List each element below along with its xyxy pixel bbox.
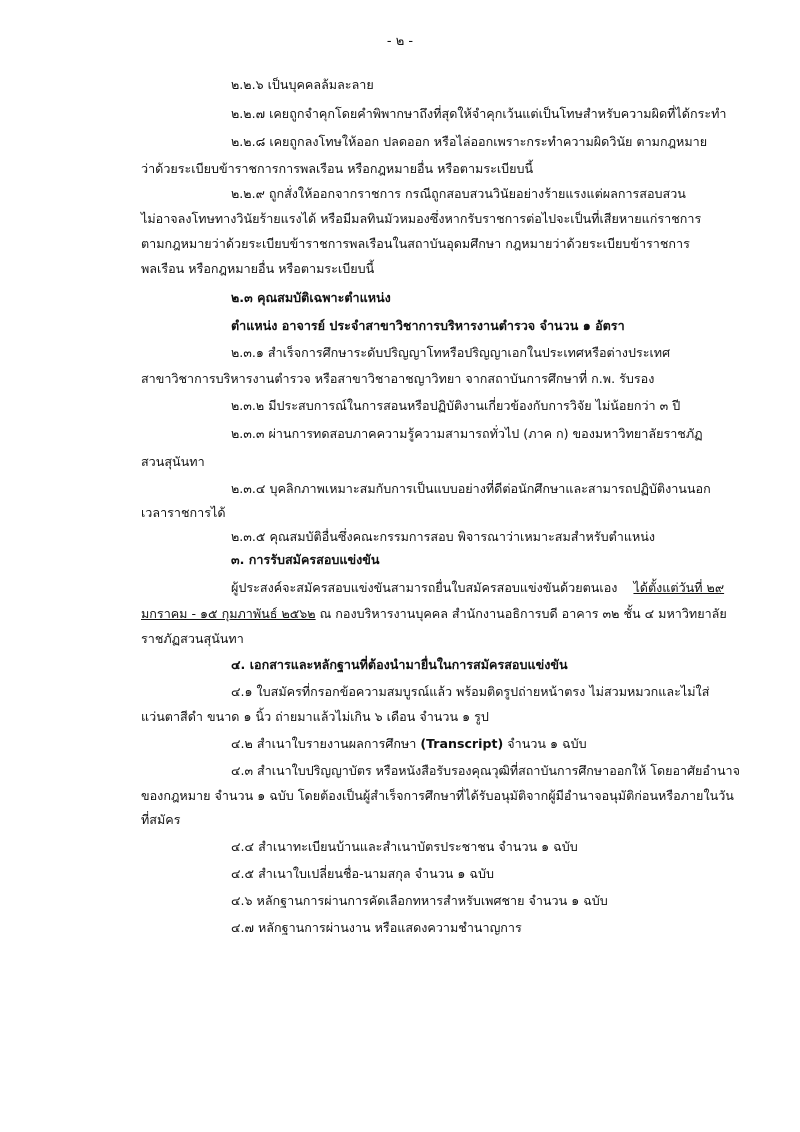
item-4-3-line3: ที่สมัคร: [141, 812, 181, 827]
item-2-2-9-line3: ตามกฎหมายว่าด้วยระเบียบข้าราชการพลเรือนในสถาบันอุดมศึกษา กฎหมายว่าด้วยระเบียบข้าราชการ: [141, 236, 690, 251]
item-4-4: ๔.๔ สำเนาทะเบียนบ้านและสำเนาบัตรประชาชน จำนวน ๑ ฉบับ: [231, 839, 578, 854]
item-4-3-line1: ๔.๓ สำเนาใบปริญญาบัตร หรือหนังสือรับรองคุณวุฒิที่สถาบันการศึกษาออกให้ โดยอาศัยอำนาจ: [231, 763, 740, 778]
item-2-2-8-line1: ๒.๒.๘ เคยถูกลงโทษให้ออก ปลดออก หรือไล่ออกเพราะกระทำความผิดวินัย ตามกฎหมาย: [231, 134, 708, 149]
item-4-1-line1: ๔.๑ ใบสมัครที่กรอกข้อความสมบูรณ์แล้ว พร้อมติดรูปถ่ายหน้าตรง ไม่สวมหมวกและไม่ใส่: [231, 684, 710, 699]
application-date-range: มกราคม - ๑๕ กุมภาพันธ์ ๒๕๖๒: [141, 606, 316, 621]
item-4-5: ๔.๕ สำเนาใบเปลี่ยนชื่อ-นามสกุล จำนวน ๑ ฉบับ: [231, 866, 494, 881]
section-3-para-text: ผู้ประสงค์จะสมัครสอบแข่งขันสามารถยื่นใบสมัครสอบแข่งขันด้วยตนเอง: [231, 580, 618, 595]
item-4-1-line2: แว่นตาสีดำ ขนาด ๑ นิ้ว ถ่ายมาแล้วไม่เกิน ๖ เดือน จำนวน ๑ รูป: [141, 709, 489, 724]
section-3-para-line1: [231, 580, 724, 596]
item-2-3-4-line2: เวลาราชการได้: [141, 505, 226, 520]
item-4-6: ๔.๖ หลักฐานการผ่านการคัดเลือกทหารสำหรับเพศชาย จำนวน ๑ ฉบับ: [231, 893, 608, 908]
item-2-2-9-line2: ไม่อาจลงโทษทางวินัยร้ายแรงได้ หรือมีมลทินมัวหมองซึ่งหากรับราชการต่อไปจะเป็นที่เสียหายแก่ราชการ: [141, 211, 702, 226]
section-3-para-line2: [141, 606, 727, 622]
section-3-heading: ๓. การรับสมัครสอบแข่งขัน: [231, 552, 380, 567]
section-2-3-heading: ๒.๓ คุณสมบัติเฉพาะตำแหน่ง: [231, 290, 391, 305]
item-4-2-text: ๔.๒ สำเนาใบรายงานผลการศึกษา: [231, 736, 421, 751]
item-2-2-9-line1: ๒.๒.๙ ถูกสั่งให้ออกจากราชการ กรณีถูกสอบสวนวินัยอย่างร้ายแรงแต่ผลการสอบสวน: [231, 186, 686, 201]
section-2-3-position: ตำแหน่ง อาจารย์ ประจำสาขาวิชาการบริหารงานตำรวจ จำนวน ๑ อัตรา: [231, 318, 625, 333]
item-2-2-8-line2: ว่าด้วยระเบียบข้าราชการการพลเรือน หรือกฎหมายอื่น หรือตามระเบียบนี้: [141, 161, 534, 176]
item-4-2-count: จำนวน ๑ ฉบับ: [503, 736, 587, 751]
item-4-2: [231, 736, 587, 752]
page-number: - ๒ -: [386, 34, 414, 49]
item-2-3-3-line1: ๒.๓.๓ ผ่านการทดสอบภาคความรู้ความสามารถทั่วไป (ภาค ก) ของมหาวิทยาลัยราชภัฏ: [231, 426, 703, 441]
application-location: ณ กองบริหารงานบุคคล สำนักงานอธิการบดี อาคาร ๓๒ ชั้น ๔ มหาวิทยาลัย: [315, 606, 727, 621]
item-4-7: ๔.๗ หลักฐานการผ่านงาน หรือแสดงความชำนาญการ: [231, 920, 522, 935]
section-4-heading: ๔. เอกสารและหลักฐานที่ต้องนำมายื่นในการสมัครสอบแข่งขัน: [231, 657, 568, 672]
application-date-start: ได้ตั้งแต่วันที่ ๒๙: [633, 580, 725, 595]
item-4-2-transcript: (Transcript): [420, 736, 504, 751]
item-2-3-2: ๒.๓.๒ มีประสบการณ์ในการสอนหรือปฏิบัติงานเกี่ยวข้องกับการวิจัย ไม่น้อยกว่า ๓ ปี: [231, 398, 681, 413]
item-2-3-1-line1: ๒.๓.๑ สำเร็จการศึกษาระดับปริญญาโทหรือปริญญาเอกในประเทศหรือต่างประเทศ: [231, 345, 671, 360]
section-3-para-line3: ราชภัฏสวนสุนันทา: [141, 631, 244, 646]
item-2-2-9-line4: พลเรือน หรือกฎหมายอื่น หรือตามระเบียบนี้: [141, 261, 375, 276]
item-4-3-line2: ของกฎหมาย จำนวน ๑ ฉบับ โดยต้องเป็นผู้สำเร็จการศึกษาที่ได้รับอนุมัติจากผู้มีอำนาจอนุมัติก่อนหรือภายในวัน: [141, 788, 734, 803]
item-2-2-7: ๒.๒.๗ เคยถูกจำคุกโดยคำพิพากษาถึงที่สุดให้จำคุกเว้นแต่เป็นโทษสำหรับความผิดที่ได้กระทำ: [231, 106, 727, 121]
item-2-3-3-line2: สวนสุนันทา: [141, 454, 205, 469]
item-2-3-1-line2: สาขาวิชาการบริหารงานตำรวจ หรือสาขาวิชาอาชญาวิทยา จากสถาบันการศึกษาที่ ก.พ. รับรอง: [141, 371, 655, 386]
item-2-3-5: ๒.๓.๕ คุณสมบัติอื่นซึ่งคณะกรรมการสอบ พิจารณาว่าเหมาะสมสำหรับตำแหน่ง: [231, 529, 656, 544]
item-2-2-6: ๒.๒.๖ เป็นบุคคลล้มละลาย: [231, 77, 374, 92]
item-2-3-4-line1: ๒.๓.๔ บุคลิกภาพเหมาะสมกับการเป็นแบบอย่างที่ดีต่อนักศึกษาและสามารถปฏิบัติงานนอก: [231, 481, 711, 496]
